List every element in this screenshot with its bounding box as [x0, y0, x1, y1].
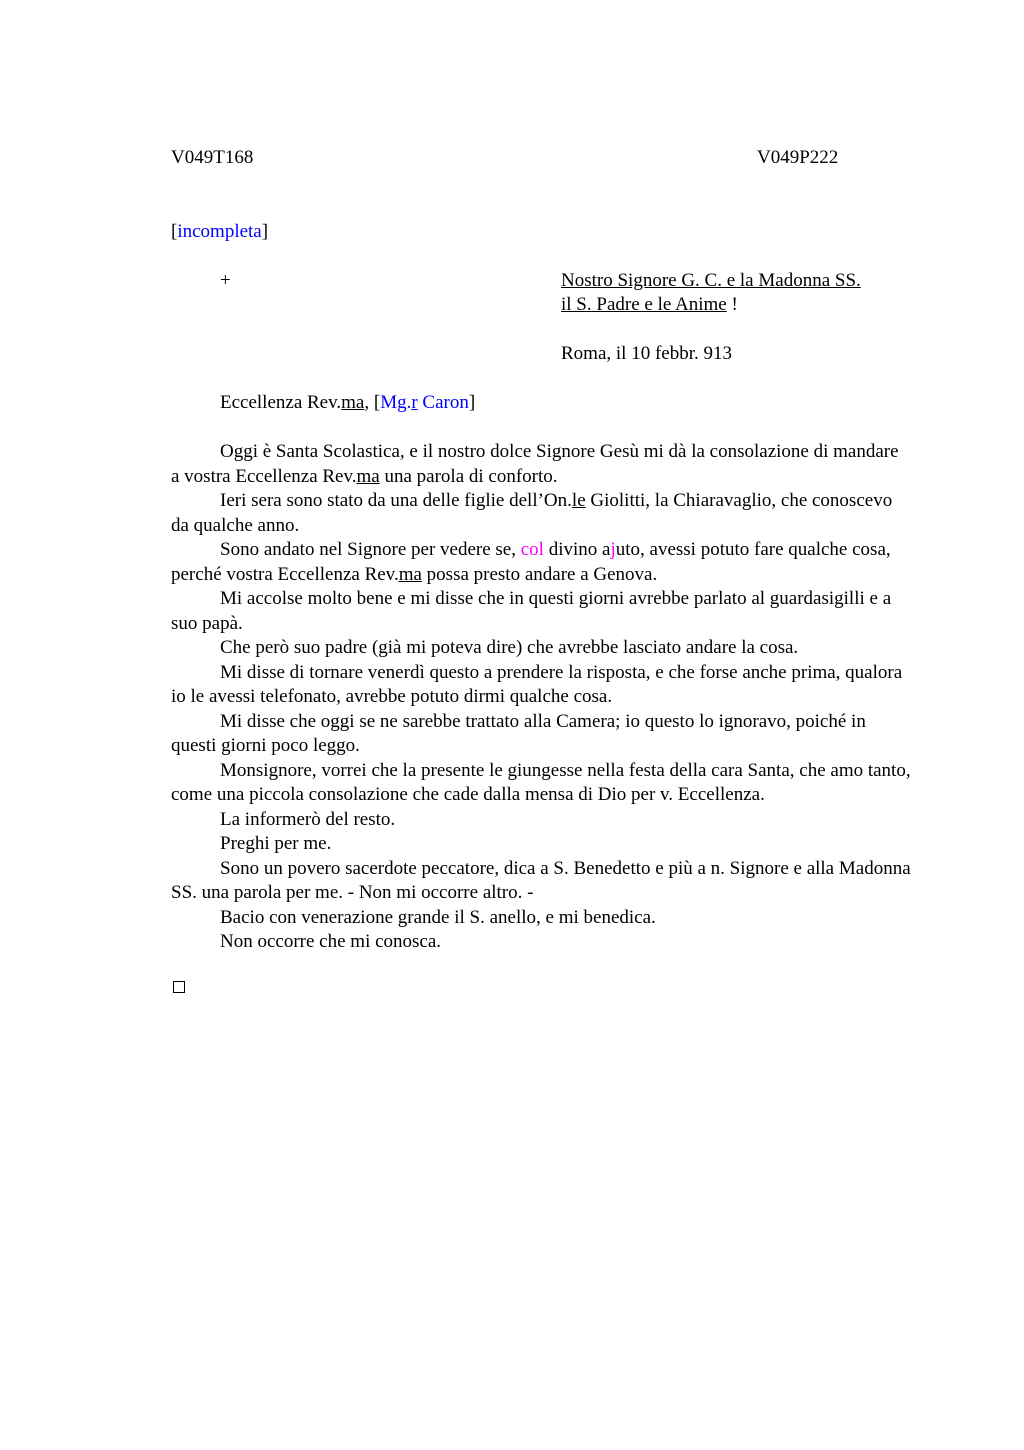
document-code-right: V049P222	[757, 147, 839, 168]
paragraph-text: Giolitti, la Chiaravaglio, che conoscevo da qualche anno.	[171, 490, 893, 536]
paragraph-text: Sono andato nel Signore per vedere se,	[220, 539, 521, 560]
status-label: incompleta	[177, 221, 262, 242]
document-code-left: V049T168	[171, 147, 254, 168]
status-close-bracket: ]	[261, 221, 269, 242]
invocation-line-2	[561, 293, 738, 318]
salutation-separator: , [	[364, 392, 381, 413]
paragraph-text: divino a	[543, 539, 611, 560]
abbrev-underlined: le	[571, 490, 586, 511]
emphasis-letter: j	[610, 539, 616, 560]
paragraph: Che però suo padre (già mi poteva dire) che avrebbe lasciato andare la cosa.	[220, 637, 799, 658]
paragraph: Mi disse che oggi se ne sarebbe trattato alla Camera; io questo lo ignoravo, poiché in questi giorni poco leggo.	[171, 710, 866, 756]
date-line: Roma, il 10 febbr. 913	[561, 343, 732, 364]
addressee-name: Caron	[417, 392, 469, 413]
addressee-prefix: Mg.	[380, 392, 412, 413]
paragraph	[171, 538, 911, 587]
paragraph: Sono un povero sacerdote peccatore, dica a S. Benedetto e più a n. Signore e alla Madonna SS. una parola per me. - Non mi occorre altro. -	[171, 857, 911, 903]
square-outline-icon	[173, 981, 185, 993]
paragraph-text: una parola di conforto.	[379, 465, 558, 487]
letter-body	[171, 440, 911, 955]
paragraph: Monsignore, vorrei che la presente le giungesse nella festa della cara Santa, che amo tanto, come una piccola consolazione che cade dalla mensa di Dio per v. Eccellenza.	[171, 759, 911, 805]
emphasis-word: col	[520, 539, 544, 560]
paragraph-text: possa presto andare a Genova.	[421, 563, 658, 585]
status-tag	[171, 220, 268, 245]
salutation-abbrev: ma	[341, 392, 365, 413]
paragraph-text: Ieri sera sono stato da una delle figlie dell’On.	[220, 490, 572, 511]
paragraph: Preghi per me.	[220, 833, 332, 854]
status-open-bracket: [	[171, 221, 178, 242]
salutation-close: ]	[468, 392, 476, 413]
paragraph: La informerò del resto.	[220, 808, 396, 830]
invocation-line-2-tail: !	[726, 294, 738, 315]
paragraph	[171, 489, 911, 538]
paragraph: Non occorre che mi conosca.	[220, 931, 442, 952]
paragraph: Bacio con venerazione grande il S. anello, e mi benedica.	[220, 906, 656, 928]
paragraph	[171, 440, 911, 489]
abbrev-underlined: ma	[356, 465, 380, 487]
paragraph: Mi accolse molto bene e mi disse che in questi giorni avrebbe parlato al guardasigilli e a suo papà.	[171, 588, 892, 634]
salutation	[220, 391, 475, 416]
invocation-line-1: Nostro Signore G. C. e la Madonna SS.	[561, 270, 861, 291]
paragraph: Mi disse di tornare venerdì questo a prendere la risposta, e che forse anche prima, qualora io le avessi telefonato, avrebbe potuto dirmi qualche cosa.	[171, 661, 903, 707]
invocation-line-2-underlined: il S. Padre e le Anime	[561, 294, 727, 315]
paragraph-text: Oggi è Santa Scolastica, e il nostro dolce Signore Gesù mi dà la consolazione di mandare a vostra Eccellenza Rev.	[171, 441, 899, 487]
addressee-abbrev: r	[411, 392, 418, 413]
salutation-text: Eccellenza Rev.	[220, 392, 342, 413]
paragraph-text: uto, avessi potuto fare qualche cosa, perché vostra Eccellenza Rev.	[171, 539, 891, 585]
cross-mark: +	[220, 270, 231, 291]
abbrev-underlined: ma	[398, 563, 422, 585]
